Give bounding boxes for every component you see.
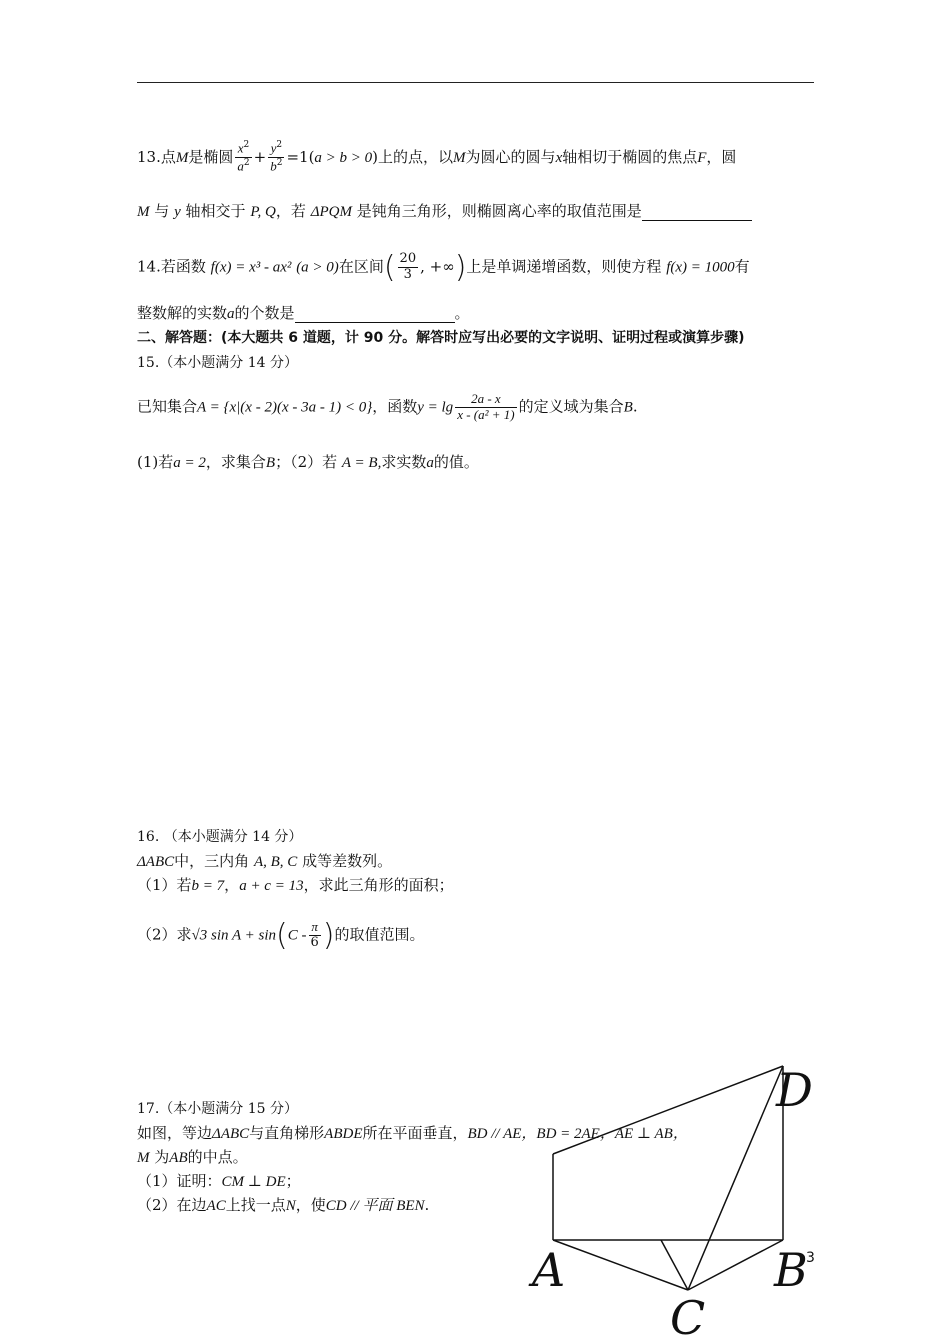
q15-frac: $\frac{2a - x}{\text{x - (a² + 1)}}$	[457, 391, 515, 422]
edge-MC	[661, 1240, 688, 1290]
q16-part2: （2）求√3 sin A + sin(C - $\frac{\pi}{6}$ )的取值范围。	[137, 918, 425, 953]
q16-line1: ΔABC中，三内角 A, B, C 成等差数列。	[137, 852, 393, 870]
q17-line2: M 为AB的中点。	[137, 1148, 248, 1166]
label-D: D	[776, 1063, 813, 1117]
q13-frac-x: $\frac{x^2}{a^2}$	[237, 140, 250, 174]
edge-ED	[553, 1066, 783, 1154]
q13-frac-y: $\frac{y^2}{b^2}$	[270, 140, 283, 174]
q14-line2: 整数解的实数a的个数是 。	[137, 304, 470, 322]
q17-line1: 如图，等边ΔABC与直角梯形ABDE所在平面垂直，BD // AE，BD = 2AE，AE ⊥ AB，	[137, 1124, 688, 1142]
label-B: B	[774, 1243, 808, 1297]
q17-header: 17.（本小题满分 15 分）	[137, 1101, 298, 1117]
edge-DC	[688, 1066, 783, 1290]
q13-line2: M 与 y 轴相交于 P, Q，若 ΔPQM 是钝角三角形，则椭圆离心率的取值范围是	[137, 200, 752, 221]
q14-line1: 14.若函数 f(x) = x³ - ax² (a > 0)在区间( $\frac{20}{3}$ , +∞)上是单调递增函数，则使方程 f(x) = 1000有	[137, 250, 750, 285]
label-C: C	[670, 1291, 706, 1340]
q13-answer-blank[interactable]	[642, 206, 752, 221]
q13-number: 13.	[137, 147, 161, 166]
page-number: 3	[806, 1250, 815, 1266]
q14-frac: $\frac{20}{3}$	[399, 251, 417, 282]
q13-line1: 13.点M是椭圆 $\frac{x^2}{a^2}$ + $\frac{y^2}{b^2}$ =1(a > b > 0)上的点，以M为圆心的圆与x轴相切于椭圆的焦点F，圆	[137, 140, 737, 174]
q16-part1: （1）若b = 7，a + c = 13，求此三角形的面积；	[137, 876, 454, 894]
q17-part2: （2）在边AC上找一点N，使CD // 平面 BEN.	[137, 1196, 430, 1214]
edge-BC	[688, 1240, 783, 1290]
section2-heading: 二、解答题：(本大题共 6 道题，计 90 分。解答时应写出必要的文字说明、证明过程或演算步骤)	[137, 330, 745, 346]
q15-header: 15.（本小题满分 14 分）	[137, 355, 298, 371]
q16-header: 16. （本小题满分 14 分）	[137, 829, 303, 845]
q15-line1: 已知集合A = {x|(x - 2)(x - 3a - 1) < 0}，函数y = lg $\frac{2a - x}{\text{x - (a² + 1)}}$ 的定义域为集合B.	[137, 391, 638, 422]
label-A: A	[532, 1243, 566, 1297]
edge-AC	[553, 1240, 688, 1290]
q17-part1: （1）证明：CM ⊥ DE；	[137, 1172, 301, 1190]
q14-answer-blank[interactable]	[295, 308, 455, 323]
q15-line2: (1)若a = 2，求集合B；（2）若 A = B,求实数a的值。	[137, 453, 479, 471]
geometry-figure	[520, 1050, 820, 1340]
q16-frac: $\frac{\pi}{6}$	[310, 919, 319, 950]
header-rule	[137, 82, 814, 83]
